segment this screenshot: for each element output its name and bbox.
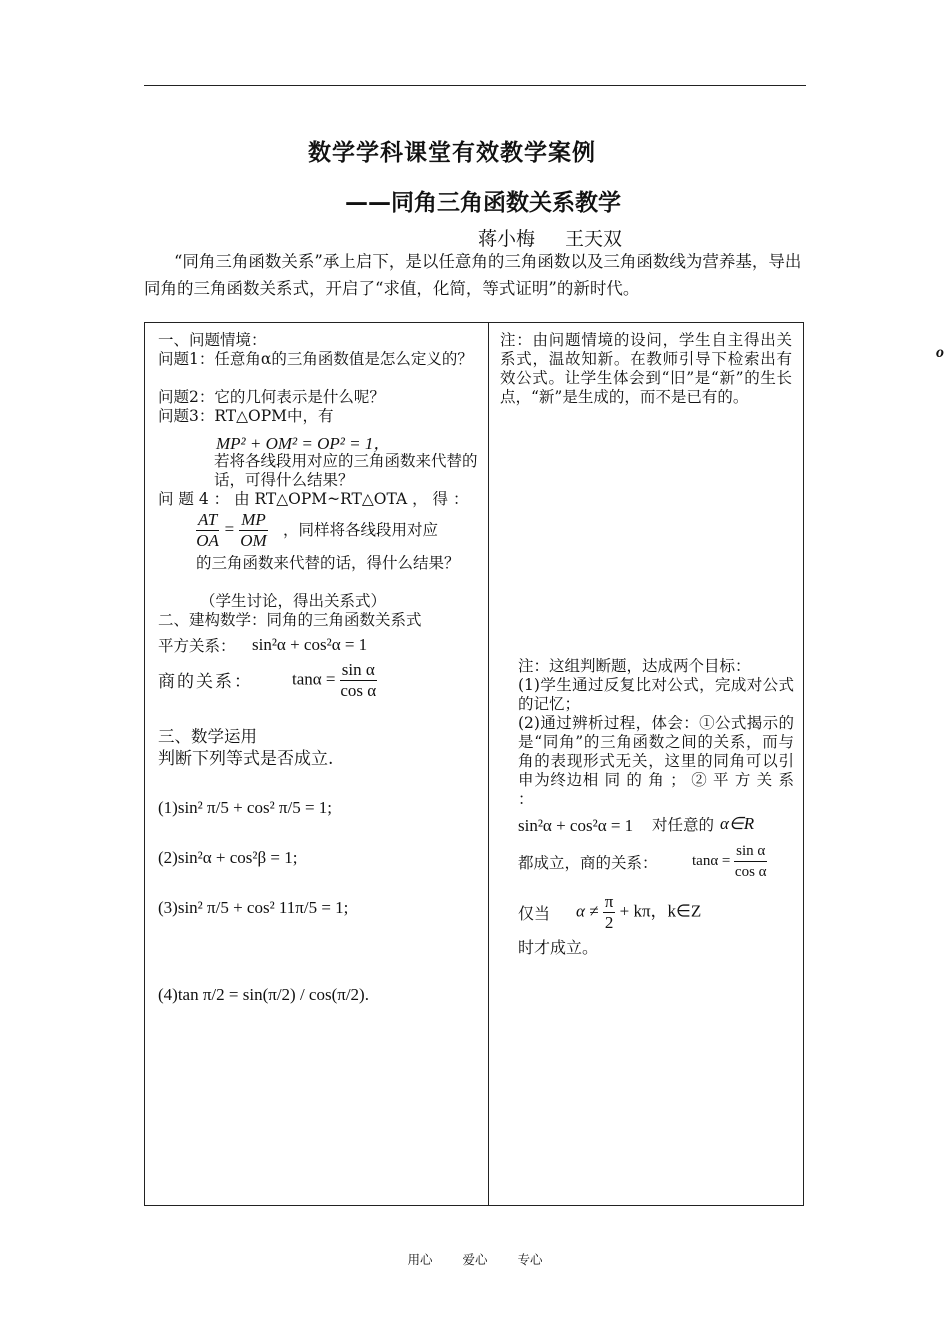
question-3: 问题3：RT△OPM中，有: [158, 407, 334, 425]
exercise-2: (2)sin²α + cos²β = 1;: [158, 848, 298, 867]
teaching-note-2-heading: 注：这组判断题，达成两个目标：: [518, 657, 751, 675]
note-condition: α ≠ $\frac{\pi}{2}$ + kπ，k∈Z: [576, 892, 702, 932]
teaching-note-1: 注：由问题情境的设问，学生自主得出关系式，温故知新。在教师引导下检索出有效公式。让学生体会到“旧”是“新”的生长点，“新”是生成的，而不是已有的。: [500, 331, 792, 406]
question-1: 问题1：任意角α的三角函数值是怎么定义的？: [158, 350, 473, 368]
quotient-relation-label: 商的关系：: [158, 672, 253, 692]
header-rule: [144, 85, 806, 86]
section3-heading: 三、数学运用: [158, 727, 257, 746]
question-2: 问题2：它的几何表示是什么呢？: [158, 388, 385, 406]
discussion-note: （学生讨论，得出关系式）: [200, 592, 387, 610]
teaching-note-2-goal-2: (2)通过辨析过程，体会：①公式揭示的是“同角”的三角函数之间的关系，而与角的表现形式无关，这里的同角可以引申为终边相 同 的 角 ； ② 平 方 关 系 ：: [518, 714, 794, 808]
exercise-4: (4)tan π/2 = sin(π/2) / cos(π/2).: [158, 985, 369, 1004]
document-title: 数学学科课堂有效教学案例: [308, 140, 596, 166]
note-quotient-formula: tanα = $\frac{\text{sin α}}{\text{cos α}}$: [692, 843, 767, 880]
question-3-equation: MP² + OM² = OP² = 1，: [216, 434, 391, 453]
question-4: 问 题 4 ： 由 RT△OPM~RT△OTA ， 得 ：: [158, 490, 469, 508]
note-domain: α∈R: [720, 814, 755, 833]
note-only-when: 仅当: [518, 904, 551, 923]
exercise-3: (3)sin² π/5 + cos² 11π/5 = 1;: [158, 898, 349, 917]
document-subtitle: ——同角三角函数关系教学: [345, 190, 621, 216]
judge-instruction: 判断下列等式是否成立.: [158, 749, 334, 769]
note-quotient-label: 都成立，商的关系：: [518, 854, 658, 872]
page-footer: 用心 爱心 专心: [407, 1252, 543, 1267]
question-4-tail: ，同样将各线段用对应: [283, 521, 439, 539]
note-holds: 时才成立。: [518, 938, 599, 957]
intro-paragraph: “同角三角函数关系”承上启下，是以任意角的三角函数以及三角函数线为营养基，导出同角的三角函数关系式，开启了“求值，化简，等式证明”的新时代。: [144, 252, 802, 298]
question-3-tail: 若将各线段用对应的三角函数来代替的话，可得什么结果？: [214, 452, 478, 489]
side-mark: o: [936, 344, 944, 361]
question-4-proportion: $\frac{AT}{OA}$ = $\frac{MP}{OM}$: [196, 510, 267, 550]
table-divider: [488, 322, 489, 1206]
section1-heading: 一、问题情境：: [158, 331, 267, 349]
square-relation-label: 平方关系：: [158, 637, 236, 655]
question-4-tail-2: 的三角函数来代替的话，得什么结果？: [196, 554, 460, 572]
teaching-note-2-goal-1: (1)学生通过反复比对公式，完成对公式的记忆；: [518, 676, 794, 713]
section2-heading: 二、建构数学：同角的三角函数关系式: [158, 611, 422, 629]
authors: 蒋小梅 王天双: [478, 228, 623, 250]
note-square-formula: sin²α + cos²α = 1: [518, 816, 634, 835]
note-for-any: 对任意的: [652, 816, 715, 834]
exercise-1: (1)sin² π/5 + cos² π/5 = 1;: [158, 798, 333, 817]
quotient-relation-formula: tanα = $\frac{\text{sin α}}{\text{cos α}}$: [292, 660, 377, 700]
square-relation-formula: sin²α + cos²α = 1: [252, 635, 368, 654]
